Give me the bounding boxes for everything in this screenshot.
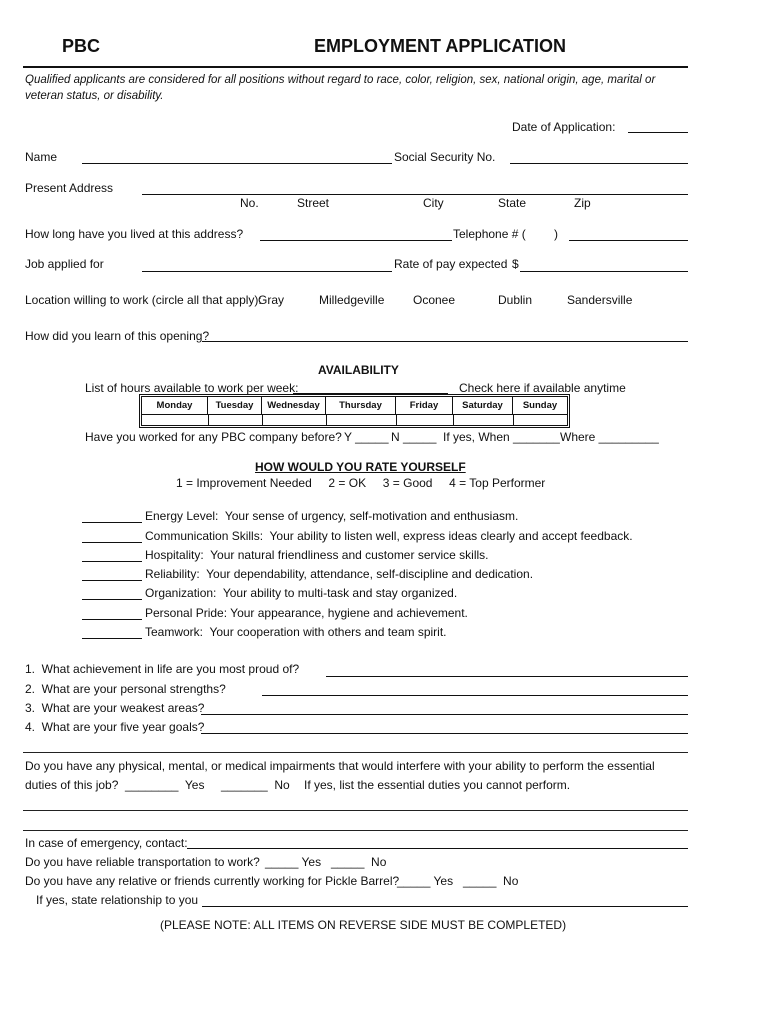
telephone-close-paren: ) [554, 227, 558, 241]
rating-item-personal-pride: Personal Pride: Your appearance, hygiene and achievement. [145, 606, 468, 620]
impairments-question: Do you have any physical, mental, or medical impairments that would interfere with your ability to perform the essential [25, 759, 655, 773]
location-sandersville[interactable]: Sandersville [567, 293, 633, 307]
question-weakest-areas: 3. What are your weakest areas? [25, 701, 205, 715]
impairments-yes[interactable]: duties of this job? ________ Yes [25, 778, 205, 792]
rating-item-teamwork: Teamwork: Your cooperation with others and team spirit. [145, 625, 447, 639]
company-name: PBC [62, 36, 101, 56]
name-field[interactable] [82, 163, 392, 164]
rating-field-communication[interactable] [82, 542, 142, 543]
impairments-answer-line[interactable] [23, 810, 688, 811]
address-label: Present Address [25, 181, 114, 195]
rate-field[interactable] [520, 271, 688, 272]
relatives-no[interactable]: _____ No [463, 874, 519, 888]
job-field[interactable] [142, 271, 392, 272]
worked-before-when[interactable]: If yes, When _______ [443, 430, 560, 444]
worked-before-where[interactable]: Where _________ [560, 430, 659, 444]
location-gray[interactable]: Gray [258, 293, 285, 307]
address-street-caption: Street [297, 196, 330, 210]
date-field[interactable] [628, 132, 688, 133]
date-label: Date of Application: [512, 120, 616, 134]
day-header-wednesday: Wednesday [262, 397, 326, 414]
rating-title: HOW WOULD YOU RATE YOURSELF [255, 460, 466, 474]
anytime-label[interactable]: Check here if available anytime [459, 381, 626, 395]
telephone-field[interactable] [569, 240, 688, 241]
location-oconee[interactable]: Oconee [413, 293, 456, 307]
day-header-monday: Monday [142, 397, 208, 414]
section-divider [23, 752, 688, 753]
how-long-field[interactable] [260, 240, 452, 241]
rating-field-teamwork[interactable] [82, 638, 142, 639]
transport-question: Do you have reliable transportation to work? [25, 855, 260, 869]
learn-field[interactable] [202, 341, 688, 342]
rating-field-personal-pride[interactable] [82, 619, 142, 620]
day-header-friday: Friday [396, 397, 453, 414]
telephone-label: Telephone # ( [453, 227, 526, 241]
answer-strengths[interactable] [262, 695, 688, 696]
answer-achievement[interactable] [326, 676, 688, 677]
name-label: Name [25, 150, 58, 164]
address-city-caption: City [423, 196, 444, 210]
rating-field-hospitality[interactable] [82, 561, 142, 562]
day-header-sunday: Sunday [522, 400, 558, 411]
question-strengths: 2. What are your personal strengths? [25, 682, 226, 696]
worked-before-yes[interactable]: Y _____ [344, 430, 389, 444]
impairments-no[interactable]: _______ No [221, 778, 290, 792]
rating-item-communication: Communication Skills: Your ability to listen well, express ideas clearly and accept feedback. [145, 529, 633, 543]
section-divider-2 [23, 830, 688, 831]
emergency-label: In case of emergency, contact: [25, 836, 188, 850]
availability-table [139, 394, 570, 428]
rating-field-reliability[interactable] [82, 580, 142, 581]
rating-item-hospitality: Hospitality: Your natural friendliness and customer service skills. [145, 548, 489, 562]
transport-no[interactable]: _____ No [331, 855, 387, 869]
rating-item-organization: Organization: Your ability to multi-task and stay organized. [145, 586, 458, 600]
rating-item-energy: Energy Level: Your sense of urgency, self-motivation and enthusiasm. [145, 509, 519, 523]
worked-before-no[interactable]: N _____ [391, 430, 437, 444]
worked-before-question: Have you worked for any PBC company before? [85, 430, 342, 444]
answer-five-year-goals[interactable] [201, 733, 688, 734]
address-no-caption: No. [240, 196, 259, 210]
how-long-label: How long have you lived at this address? [25, 227, 244, 241]
rate-label: Rate of pay expected [394, 257, 508, 271]
location-dublin[interactable]: Dublin [498, 293, 533, 307]
impairments-list-prompt: If yes, list the essential duties you cannot perform. [304, 778, 571, 792]
page-title: EMPLOYMENT APPLICATION [314, 36, 566, 56]
question-five-year-goals: 4. What are your five year goals? [25, 720, 205, 734]
address-zip-caption: Zip [574, 196, 591, 210]
rating-field-energy[interactable] [82, 522, 142, 523]
emergency-field[interactable] [187, 848, 688, 849]
rating-item-reliability: Reliability: Your dependability, attendance, self-discipline and dedication. [145, 567, 534, 581]
relationship-field[interactable] [202, 906, 688, 907]
day-header-tuesday: Tuesday [208, 397, 262, 414]
transport-yes[interactable]: _____ Yes [265, 855, 322, 869]
relatives-question: Do you have any relative or friends currently working for Pickle Barrel? [25, 874, 400, 888]
rating-scale: 1 = Improvement Needed 2 = OK 3 = Good 4 = Top Performer [176, 476, 546, 490]
day-header-thursday: Thursday [326, 397, 396, 414]
location-milledgeville[interactable]: Milledgeville [319, 293, 385, 307]
address-field[interactable] [142, 194, 688, 195]
location-label: Location willing to work (circle all that apply): [25, 293, 262, 307]
disclaimer: Qualified applicants are considered for all positions without regard to race, color, religion, sex, national origin, age, marital or veteran status, or disability. [25, 74, 656, 102]
day-header-saturday: Saturday [453, 397, 513, 414]
relatives-yes[interactable]: _____ Yes [397, 874, 454, 888]
ssn-field[interactable] [510, 163, 688, 164]
learn-label: How did you learn of this opening? [25, 329, 210, 343]
hours-label: List of hours available to work per week: [85, 381, 299, 395]
ssn-label: Social Security No. [394, 150, 496, 164]
availability-title: AVAILABILITY [318, 363, 399, 377]
footer-note: (PLEASE NOTE: ALL ITEMS ON REVERSE SIDE MUST BE COMPLETED) [160, 918, 567, 932]
question-achievement: 1. What achievement in life are you most proud of? [25, 662, 300, 676]
header-rule [23, 66, 688, 68]
answer-weakest-areas[interactable] [201, 714, 688, 715]
address-state-caption: State [498, 196, 527, 210]
job-label: Job applied for [25, 257, 104, 271]
rating-field-organization[interactable] [82, 599, 142, 600]
rate-dollar: $ [512, 257, 519, 271]
relationship-label: If yes, state relationship to you [36, 893, 199, 907]
